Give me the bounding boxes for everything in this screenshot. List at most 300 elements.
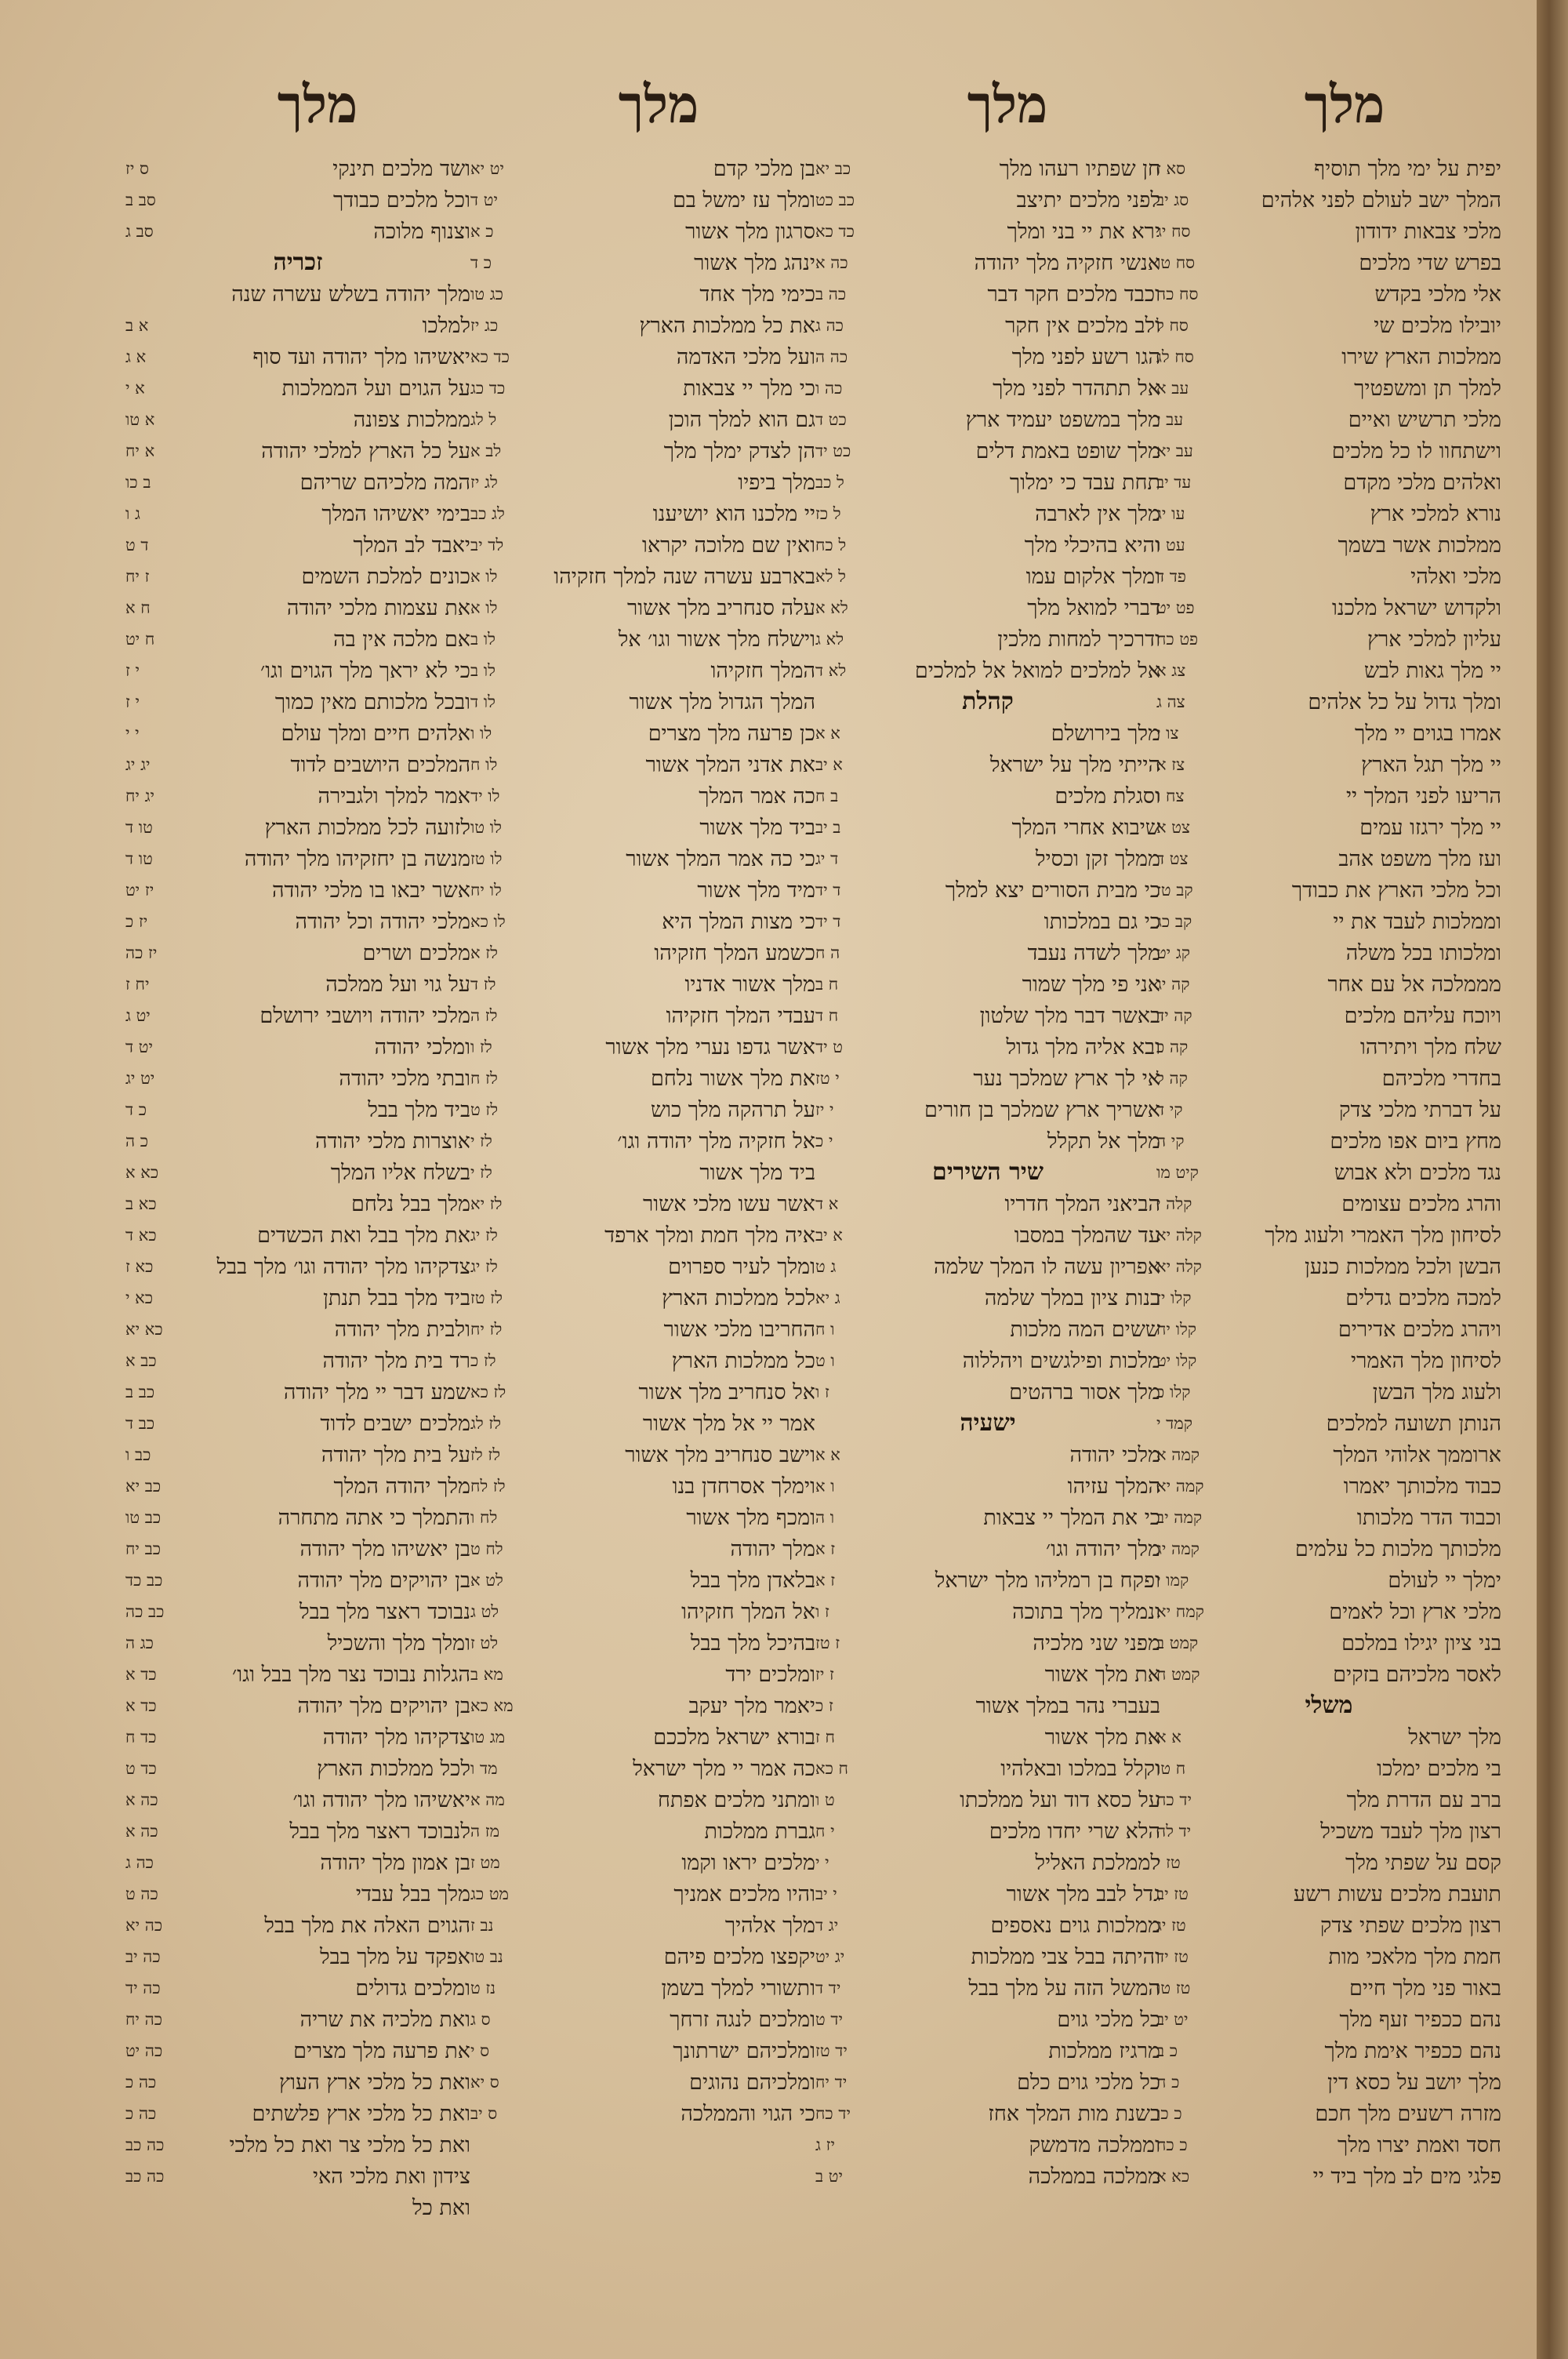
concordance-entry [125, 278, 470, 310]
verse-reference: יט ב [815, 2166, 843, 2186]
verse-reference: כה ב [815, 284, 847, 304]
verse-reference: יז כ [125, 911, 148, 931]
verse-text: על כל הארץ למלכי יהודה [261, 438, 470, 463]
verse-text: בן מלכי קדם [713, 156, 815, 181]
verse-reference: לז לז [470, 1445, 501, 1464]
verse-reference: ג ט [815, 1256, 837, 1276]
concordance-entry [815, 247, 1160, 278]
verse-reference: א א [815, 723, 840, 743]
verse-text: לאסר מלכיהם בזקים [1333, 1662, 1501, 1687]
concordance-entry [125, 1063, 470, 1094]
verse-text: מלך בבל נלחם [351, 1191, 470, 1216]
verse-text: ומלכיהם ישרתונך [673, 2038, 815, 2063]
verse-reference: לז טז [470, 1288, 503, 1307]
verse-reference: קמו י [1156, 1570, 1189, 1590]
concordance-entry [125, 498, 470, 529]
verse-text: ובתי מלכי יהודה [339, 1066, 470, 1091]
concordance-entry [125, 1251, 470, 1282]
verse-reference: צה ג [1156, 692, 1185, 711]
verse-text: לזועה לכל ממלכות הארץ [264, 815, 470, 840]
verse-reference: כ ד [125, 1100, 147, 1119]
concordance-entry [815, 561, 1160, 592]
verse-text: מיד מלך אשור [697, 878, 815, 903]
verse-reference: כד ח [125, 1727, 157, 1747]
concordance-entry [470, 1470, 815, 1502]
concordance-entry [815, 1910, 1160, 1941]
concordance-entry [1156, 1659, 1501, 1690]
concordance-entry [470, 1502, 815, 1533]
verse-reference: כב ו [125, 1445, 151, 1464]
verse-text: אי לך ארץ שמלכך נער [973, 1066, 1160, 1091]
verse-reference: פט כח [1156, 629, 1199, 649]
verse-text: ומלכיהם נהוגים [689, 2070, 815, 2095]
concordance-entry [125, 1219, 470, 1251]
verse-text: וישתחוו לו כל מלכים [1331, 438, 1501, 463]
verse-reference: ס ג [470, 2009, 491, 2029]
verse-reference: סא ז [1156, 158, 1186, 178]
verse-reference: ג יא [815, 1288, 840, 1307]
verse-reference: טז טו [1156, 1978, 1191, 1997]
concordance-entry [125, 1941, 470, 1972]
concordance-entry [815, 1721, 1160, 1753]
concordance-entry [815, 341, 1160, 373]
verse-reference: קלו יז [1156, 1288, 1192, 1307]
verse-reference: א יב [815, 754, 843, 774]
verse-reference: כא יא [125, 1319, 163, 1339]
concordance-entry [470, 1596, 815, 1627]
concordance-entry [1156, 1972, 1501, 2004]
verse-reference: יד כח [1156, 1790, 1192, 1809]
verse-text: נגד מלכים ולא אבוש [1334, 1160, 1501, 1185]
verse-reference: יג יג [125, 754, 151, 774]
verse-text: ודרכיך למחות מלכין [997, 627, 1160, 652]
verse-text: בי מלכים ימלכו [1377, 1756, 1501, 1781]
concordance-entry [1156, 686, 1501, 718]
concordance-entry [470, 812, 815, 843]
verse-text: מלך אל תקלל [1047, 1129, 1160, 1154]
verse-text: יי מלך גאות לבש [1363, 658, 1501, 683]
verse-text: כן פרעה מלך מצרים [648, 721, 815, 746]
verse-reference: עט ו [1156, 535, 1185, 554]
verse-reference: מא ב [470, 1664, 503, 1684]
verse-reference: לט ג [470, 1601, 499, 1621]
concordance-entry [1156, 969, 1501, 1000]
verse-reference: כד ט [125, 1758, 157, 1778]
verse-text: מלכי יהודה [1069, 1442, 1160, 1467]
verse-reference: לז כ [470, 1350, 496, 1370]
verse-text: קסם על שפתי מלך [1345, 1850, 1501, 1875]
verse-reference: סח לג [1156, 347, 1194, 366]
verse-text: צדקיהו מלך יהודה [322, 1725, 470, 1750]
verse-text: ומלכי יהודה [374, 1034, 470, 1060]
verse-reference: ו ח [815, 1319, 835, 1339]
verse-reference: יג יח [125, 786, 155, 805]
verse-text: אם מלכה אין בה [333, 627, 470, 652]
concordance-entry [1156, 498, 1501, 529]
verse-text: שמע דבר יי מלך יהודה [283, 1379, 470, 1405]
verse-reference: צח ו [1156, 786, 1185, 805]
concordance-entry [815, 1753, 1160, 1784]
verse-reference: ל כח [815, 535, 847, 554]
verse-text: מלך אסור ברהטים [1009, 1379, 1160, 1405]
verse-reference: ח ד [815, 1005, 839, 1025]
concordance-entry [470, 2035, 815, 2066]
concordance-entry [125, 592, 470, 623]
verse-reference: כג יז [470, 315, 499, 335]
verse-text: וישלח מלך אשור וגו׳ אל [618, 627, 815, 652]
verse-reference: טז יד [1156, 1946, 1189, 1966]
verse-text: בן אמון מלך יהודה [320, 1850, 470, 1875]
verse-reference: י י [815, 1852, 829, 1872]
concordance-entry [815, 1690, 1160, 1721]
verse-text: המלך עזיהו [1067, 1474, 1160, 1499]
verse-reference: כב כד [125, 1570, 163, 1590]
verse-text: כה אמר יי מלך ישראל [633, 1756, 815, 1781]
verse-reference: כה א [125, 1821, 158, 1841]
verse-reference: כב ד [125, 1413, 155, 1433]
verse-text: ממלכות הארץ שירו [1341, 344, 1501, 369]
verse-reference: ז א [815, 1570, 836, 1590]
concordance-entry [815, 874, 1160, 906]
verse-reference: כ ה [125, 1131, 149, 1150]
concordance-entry [125, 341, 470, 373]
verse-reference: י ח [815, 1821, 835, 1841]
concordance-entry [815, 373, 1160, 404]
verse-reference: כב יא [125, 1476, 162, 1496]
verse-text: כי מצות המלך היא [662, 909, 815, 934]
verse-text: מלך יהודה בשלש עשרה שנה [231, 282, 470, 307]
verse-reference: לו א [470, 566, 498, 586]
verse-text: יאמר מלך יעקב [688, 1693, 815, 1718]
concordance-entry [470, 623, 815, 655]
verse-text: אלהים חיים ומלך עולם [281, 721, 470, 746]
verse-text: את עצמות מלכי יהודה [286, 595, 470, 620]
verse-text: בני ציון יגילו במלכם [1341, 1630, 1501, 1656]
verse-text: ביד מלך בבל [368, 1097, 470, 1122]
verse-text: יקפצו מלכים פיהם [663, 1944, 815, 1969]
verse-reference: ט יד [815, 1037, 843, 1056]
verse-text: מרגיז ממלכות [1048, 2038, 1160, 2063]
verse-text: ביד מלך אשור [699, 815, 815, 840]
concordance-entry [125, 153, 470, 184]
entry-list [125, 153, 470, 247]
verse-text: אשר גדפו נערי מלך אשור [605, 1034, 815, 1060]
verse-reference: פט יט [1156, 598, 1195, 617]
verse-text: אל תתהדר לפני מלך [993, 376, 1160, 401]
verse-reference: יז ג [815, 2135, 835, 2154]
verse-text: דברי למואל מלך [1027, 595, 1160, 620]
verse-text: ממלכה בממלכה [1028, 2164, 1160, 2189]
verse-reference: ז יז [815, 1664, 834, 1684]
entry-list [815, 718, 1160, 1157]
verse-reference: יג יט [815, 1946, 845, 1966]
verse-reference: יט ג [125, 1005, 151, 1025]
concordance-entry [815, 1847, 1160, 1878]
verse-text: הריעו לפני המלך יי [1345, 783, 1501, 809]
concordance-entry [470, 278, 815, 310]
verse-reference: כה ה [815, 347, 848, 366]
verse-reference: לז א [470, 943, 498, 962]
concordance-entry [125, 843, 470, 874]
verse-text: כל מלכי גוים כלם [1017, 2070, 1160, 2095]
verse-reference: כט יד [815, 441, 851, 460]
verse-reference: קמט ח [1156, 1664, 1200, 1684]
verse-reference: קב טז [1156, 880, 1193, 900]
verse-text: כל ממלכות הארץ [671, 1348, 815, 1373]
concordance-entry [1156, 812, 1501, 843]
verse-text: בארבע עשרה שנה למלך חזקיהו [554, 564, 815, 589]
concordance-entry [1156, 2004, 1501, 2035]
verse-reference: כט ד [815, 409, 847, 429]
verse-text: מלך ביפיו [738, 470, 815, 495]
concordance-entry [470, 1282, 815, 1314]
verse-reference: לו ו [470, 723, 492, 743]
verse-reference: כה כב [125, 2135, 165, 2154]
concordance-entry [470, 937, 815, 969]
verse-reference: מג טו [470, 1727, 506, 1747]
concordance-entry [1156, 1157, 1501, 1188]
concordance-entry [815, 1314, 1160, 1345]
concordance-entry [470, 718, 815, 749]
concordance-entry [815, 1596, 1160, 1627]
verse-text: מלכים יראו וקמו [681, 1850, 815, 1875]
concordance-entry [470, 529, 815, 561]
concordance-entry [470, 1910, 815, 1941]
concordance-entry [1156, 1816, 1501, 1847]
concordance-entry [1156, 467, 1501, 498]
verse-reference: טז י [1156, 1852, 1181, 1872]
concordance-column-3 [470, 153, 815, 2341]
verse-text: ואת כל מלכי צר ואת כל מלכי [229, 2132, 470, 2157]
verse-text: כי מלך יי צבאות [683, 376, 815, 401]
concordance-entry [1156, 1219, 1501, 1251]
verse-text: אמרו בגוים יי מלך [1355, 721, 1501, 746]
verse-reference: ד יד [815, 880, 841, 900]
verse-text: הגו רשע לפני מלך [1011, 344, 1160, 369]
verse-reference: עו יג [1156, 503, 1185, 523]
verse-reference: כא ב [125, 1194, 157, 1213]
concordance-entry [815, 498, 1160, 529]
concordance-entry [125, 216, 470, 247]
verse-text: את מלך אשור [1044, 1662, 1160, 1687]
verse-reference: כ א [470, 221, 494, 241]
verse-reference: ס יז [125, 158, 149, 178]
concordance-entry [125, 655, 470, 686]
concordance-entry [815, 1063, 1160, 1094]
verse-reference: ח ב [815, 974, 839, 994]
verse-text: את מלך אשור [1044, 1725, 1160, 1750]
verse-reference: לז י [470, 1162, 492, 1182]
concordance-entry [1156, 1941, 1501, 1972]
entry-list [1156, 153, 1501, 1690]
verse-text: ומלך עז ימשל בם [672, 187, 815, 213]
verse-text: את פרעה מלך מצרים [293, 2038, 470, 2063]
concordance-entry [815, 1251, 1160, 1282]
verse-reference: א א [1156, 1727, 1181, 1747]
verse-text: באור פני מלך חיים [1348, 1976, 1501, 2001]
verse-text: ששים המה מלכות [1010, 1317, 1160, 1342]
verse-text: אל המלך חזקיהו [681, 1599, 815, 1624]
column-header: מלך [618, 74, 699, 135]
concordance-entry [470, 1753, 815, 1784]
verse-text: עבדי המלך חזקיהו [666, 1003, 815, 1028]
verse-text: וממלכות לעבד את יי [1333, 909, 1501, 934]
concordance-entry [470, 498, 815, 529]
concordance-entry [1156, 843, 1501, 874]
verse-text: ומכף מלך אשור [686, 1505, 815, 1530]
verse-text: הגוים האלה את מלך בבל [264, 1913, 470, 1938]
concordance-entry [815, 184, 1160, 216]
concordance-entry [470, 1376, 815, 1408]
book-section-title: שיר השירים [932, 1158, 1044, 1186]
concordance-entry [815, 937, 1160, 969]
verse-text: ירא את יי בני ומלך [1007, 219, 1160, 244]
verse-reference: צג א [1156, 660, 1186, 680]
concordance-entry [470, 2098, 815, 2129]
verse-text: מלכי ואלהי [1410, 564, 1501, 589]
verse-reference: טו ד [125, 817, 153, 837]
verse-reference: לו יד [470, 786, 500, 805]
concordance-entry [470, 1000, 815, 1031]
concordance-entry [125, 969, 470, 1000]
concordance-entry [125, 1470, 470, 1502]
concordance-entry [1156, 1251, 1501, 1282]
verse-text: מממלכה אל עם אחר [1327, 972, 1501, 997]
verse-text: הביאני המלך חדריו [1004, 1191, 1160, 1216]
verse-text: ומלכים לנגה זרחך [670, 2007, 815, 2032]
verse-reference: יד ד [815, 1978, 841, 1997]
verse-reference: כה א [125, 1790, 158, 1809]
concordance-entry [815, 843, 1160, 874]
concordance-entry [1156, 341, 1501, 373]
concordance-entry [1156, 153, 1501, 184]
concordance-entry [125, 1125, 470, 1157]
verse-reference: א י [125, 378, 145, 398]
concordance-entry [815, 969, 1160, 1000]
verse-reference: כג ה [125, 1633, 154, 1652]
verse-reference: קלה יא [1156, 1225, 1202, 1245]
verse-reference: ל לא [815, 566, 846, 586]
concordance-entry [815, 1439, 1160, 1470]
concordance-entry [470, 2066, 815, 2098]
verse-text: פלגי מים לב מלך ביד יי [1312, 2164, 1501, 2189]
verse-text: ואין שם מלוכה יקראו [642, 533, 815, 558]
verse-text: אשר יבאו בו מלכי יהודה [272, 878, 470, 903]
verse-text: ואלהים מלכי מקדם [1343, 470, 1501, 495]
verse-reference: סג יב [1156, 190, 1189, 209]
verse-text: בן יהויקים מלך יהודה [297, 1693, 470, 1718]
verse-text: אלי מלכי בקדש [1374, 282, 1501, 307]
verse-reference: לז יא [470, 1194, 503, 1213]
concordance-entry [1156, 404, 1501, 435]
verse-reference: ס י [470, 2041, 490, 2060]
verse-text: איה מלך חמת ומלך ארפד [604, 1223, 815, 1248]
verse-text: וימלך אסרחדן בנו [672, 1474, 815, 1499]
concordance-entry [815, 1816, 1160, 1847]
verse-reference: צט א [1156, 817, 1190, 837]
verse-text: מלכות ופילגשים ויהללוה [962, 1348, 1160, 1373]
verse-reference: קמה יג [1156, 1539, 1200, 1558]
verse-reference: י ז [125, 660, 140, 680]
verse-text: שלח מלך ויתירהו [1359, 1034, 1501, 1060]
verse-text: ויהרג מלכים אדירים [1338, 1317, 1501, 1342]
verse-text: ובכל מלכותם מאין כמוך [274, 689, 470, 714]
verse-reference: לו ד [470, 692, 495, 711]
concordance-entry [125, 1345, 470, 1376]
verse-reference: כה יט [125, 2041, 163, 2060]
concordance-entry [815, 1470, 1160, 1502]
verse-reference: כה כב [125, 2166, 165, 2186]
concordance-entry [1156, 623, 1501, 655]
entry-list [815, 1439, 1160, 2192]
concordance-entry [815, 529, 1160, 561]
concordance-entry [815, 1188, 1160, 1219]
concordance-entry [125, 1408, 470, 1439]
verse-text: אוצרות מלכי יהודה [314, 1129, 470, 1154]
concordance-entry [470, 1345, 815, 1376]
verse-text: ארוממך אלוהי המלך [1333, 1442, 1501, 1467]
verse-text: תחת עבד כי ימלוך [1009, 470, 1160, 495]
verse-text: ואת כל [412, 2195, 470, 2220]
concordance-entry [125, 1847, 470, 1878]
verse-reference: לז ח [470, 1068, 498, 1088]
concordance-entry [125, 435, 470, 467]
concordance-entry [470, 1251, 815, 1282]
verse-text: כימי מלך אחד [699, 282, 815, 307]
concordance-entry [470, 1408, 815, 1439]
verse-reference: כה יא [125, 1915, 163, 1935]
verse-reference: כב ב [125, 1382, 155, 1401]
verse-reference: ו ט [815, 1350, 835, 1370]
concordance-column-2 [815, 153, 1160, 2341]
verse-text: לסיחון מלך האמרי [1351, 1348, 1501, 1373]
verse-reference: נב טו [470, 1946, 503, 1966]
verse-reference: קמה א [1156, 1445, 1200, 1464]
verse-text: לכל ממלכות הארץ [662, 1285, 815, 1310]
verse-reference: יד ט [815, 2009, 843, 2029]
concordance-entry [1156, 1847, 1501, 1878]
verse-text: כונים למלכת השמים [301, 564, 470, 589]
verse-text: כי הגוי והממלכה [681, 2101, 815, 2126]
verse-reference: לג יז [470, 472, 498, 492]
concordance-entry [470, 247, 815, 278]
verse-text: ובא אליה מלך גדול [1006, 1034, 1160, 1060]
verse-text: תועבת מלכים עשות רשע [1293, 1881, 1501, 1906]
verse-reference: מט כג [470, 1884, 510, 1903]
verse-text: מלך לשדה נעבד [1027, 940, 1160, 965]
concordance-entry [1156, 2129, 1501, 2161]
verse-text: ולב מלכים אין חקר [1005, 313, 1160, 338]
verse-reference: צז א [1156, 754, 1185, 774]
verse-text: הלא שרי יחדו מלכים [989, 1819, 1160, 1844]
concordance-entry [470, 184, 815, 216]
verse-reference: כב כה [125, 1601, 165, 1621]
verse-reference: סח טו [1156, 253, 1196, 272]
verse-reference: כה יד [125, 1978, 161, 1997]
verse-text: על תרהקה מלך כוש [650, 1097, 815, 1122]
verse-text: אמר יי אל מלך אשור [642, 1411, 815, 1436]
verse-text: אל סנחריב מלך אשור [638, 1379, 815, 1405]
verse-text: התמלך כי אתה מתחרה [278, 1505, 470, 1530]
verse-text: עד שהמלך במסבו [1014, 1223, 1160, 1248]
verse-reference: כה ו [815, 378, 843, 398]
concordance-entry [815, 718, 1160, 749]
verse-reference: ז טז [815, 1633, 840, 1652]
verse-reference: טז יג [1156, 1915, 1186, 1935]
concordance-entry [125, 561, 470, 592]
verse-reference: מד ו [470, 1758, 498, 1778]
verse-reference: קלו כ [1156, 1382, 1191, 1401]
